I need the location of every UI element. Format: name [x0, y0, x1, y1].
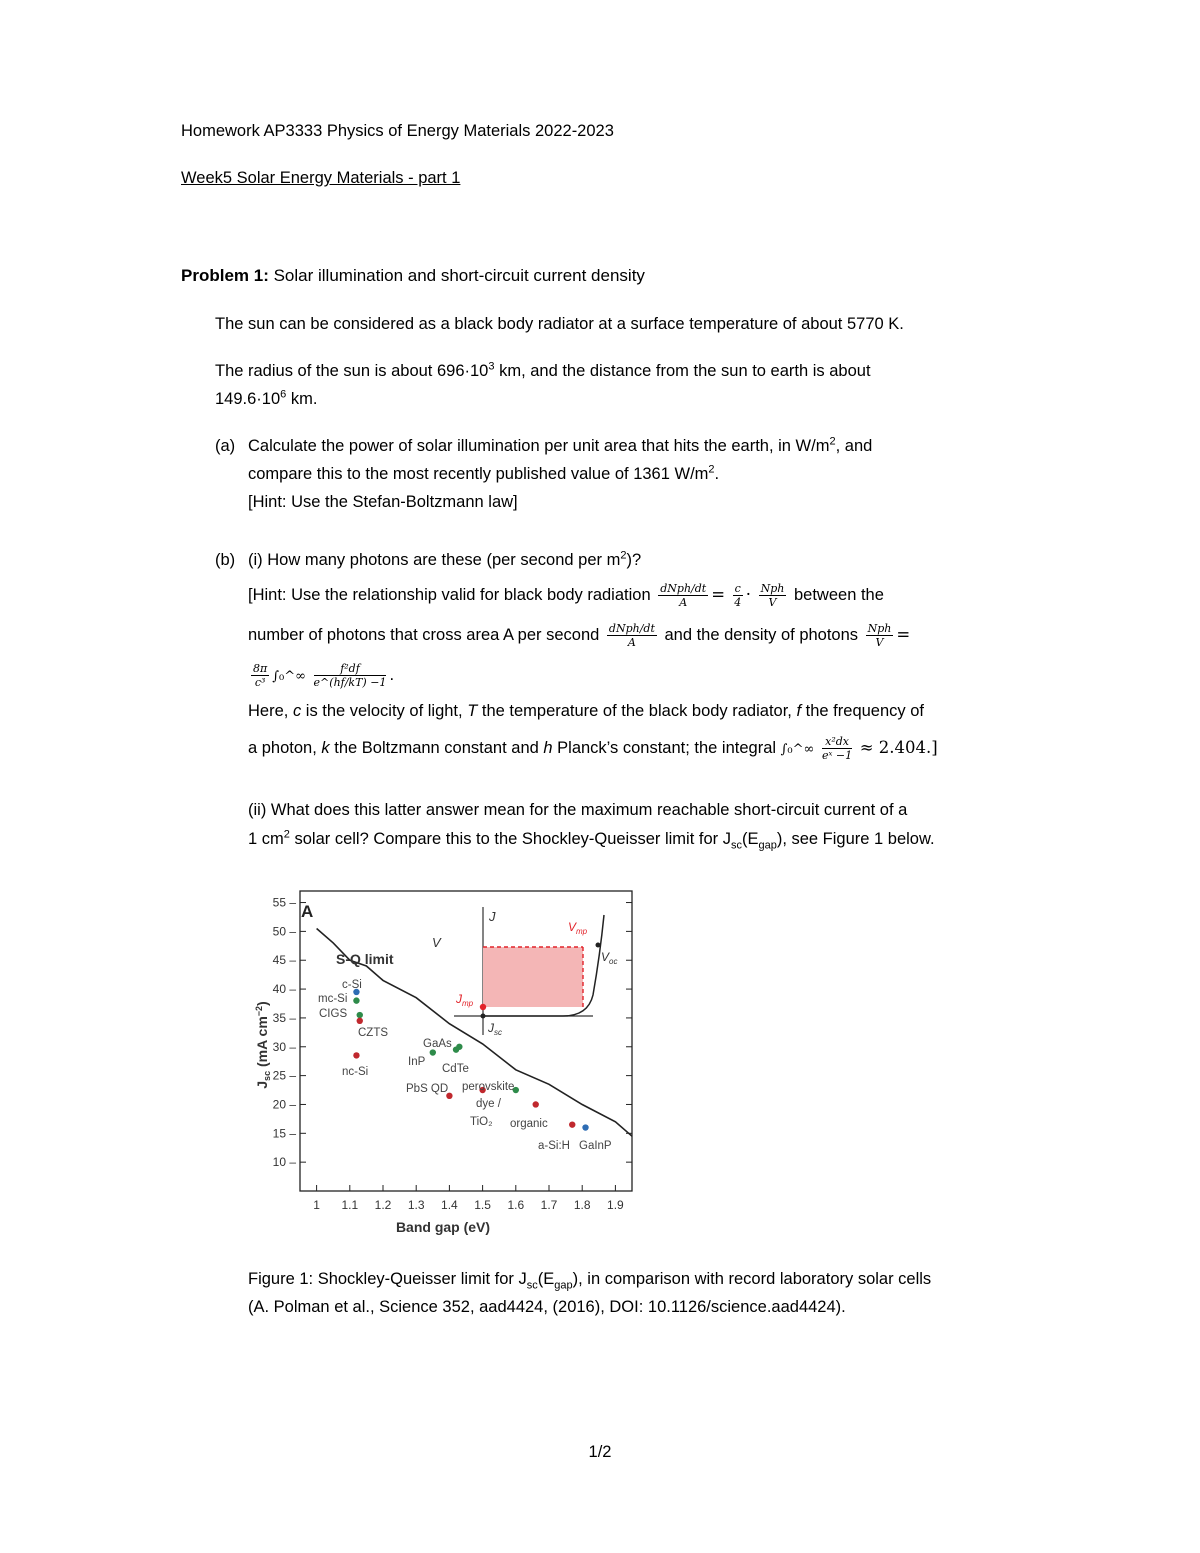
x-ticks [313, 1185, 624, 1212]
bii2f: ), see Figure 1 below. [776, 830, 935, 848]
label-mc-si: mc-Si [318, 993, 348, 1005]
label-pbs-qd: PbS QD [406, 1083, 449, 1095]
jv-inset [432, 907, 617, 1037]
p2c-sup: 6 [280, 388, 287, 401]
bh5c: Planck’s constant; the integral [552, 739, 777, 757]
m-int: ∫₀^∞ [272, 669, 306, 684]
inset-jsc-label [487, 1021, 502, 1037]
problem-title: Solar illumination and short-circuit current density [273, 266, 645, 285]
inset-j-label: J [489, 909, 496, 924]
p2a: The radius of the sun is about 696·10 [215, 362, 489, 380]
bh5-h: h [543, 739, 553, 757]
m2-N: N [867, 622, 878, 636]
y-tick-label: 50 – [272, 924, 296, 939]
problem-heading [181, 266, 645, 286]
point-organic [533, 1101, 539, 1107]
b-label-text: (b) [215, 551, 236, 569]
part-b-hint-2 [248, 620, 910, 650]
y-tick-label: 15 – [272, 1126, 296, 1141]
m-A: A [679, 596, 688, 610]
y-tick-label: 30 – [272, 1039, 296, 1054]
m-dN: dN [660, 582, 677, 596]
m2-A: A [627, 636, 636, 650]
m-V: V [768, 596, 777, 610]
course-header [181, 121, 614, 141]
x-integrand [822, 735, 852, 762]
course-header-text: Homework AP3333 Physics of Energy Materials 2022-2023 [181, 122, 614, 140]
part-a-label [215, 436, 235, 456]
y-tick-label: 25 – [272, 1068, 296, 1083]
inset-voc-v: V [601, 950, 610, 964]
x-tick-label: 1.7 [540, 1198, 558, 1212]
m-ph: ph [770, 582, 785, 596]
part-b-hint-5 [248, 733, 938, 765]
p2b: km, and the distance from the sun to earth is about [494, 362, 871, 380]
bii2-sup: 2 [283, 828, 290, 841]
y-title-sup: −2 [254, 1005, 264, 1017]
bh5a: a photon, [248, 739, 322, 757]
bh4-f: f [796, 702, 802, 720]
bh5b: the Boltzmann constant and [329, 739, 544, 757]
label-czts: CZTS [358, 1027, 389, 1039]
bh1b: between the [794, 586, 884, 604]
figure-caption-1 [248, 1269, 932, 1292]
p2a-sup: 3 [488, 360, 495, 373]
bh4a: Here, [248, 702, 293, 720]
bi-a: (i) How many photons are these (per second per m [248, 551, 621, 569]
inset-jsc-j: J [488, 1021, 494, 1035]
inset-v-label: V [432, 935, 441, 950]
a1a: Calculate the power of solar illumination per unit area that hits the earth, in W/m [248, 437, 830, 455]
label-c-si: c-Si [342, 979, 362, 991]
part-a-line1 [248, 436, 872, 456]
a-hint-text: [Hint: Use the Stefan-Boltzmann law] [248, 493, 518, 511]
inset-power-rect [483, 947, 583, 1007]
x-tick-label: 1.9 [607, 1198, 624, 1212]
m-dot: · [745, 585, 752, 604]
page-number [0, 1442, 1200, 1462]
paragraph-temperature [215, 314, 904, 334]
data-points [353, 989, 588, 1131]
label-cdte: CdTe [442, 1063, 469, 1075]
problem-label: Problem 1: [181, 266, 269, 285]
p2d: km. [286, 390, 318, 408]
point-nc-si [353, 1052, 359, 1058]
label-tio2: TiO₂ [470, 1116, 493, 1128]
inset-vmp-label [568, 920, 588, 936]
y-tick-label: 55 – [272, 895, 296, 910]
m-phdt: ph/dt [676, 582, 707, 596]
p1-text: The sun can be considered as a black body radiator at a surface temperature of about 5770 K. [215, 315, 904, 333]
inset-voc-label [601, 950, 617, 966]
planck-integrand [314, 662, 387, 689]
inset-jmp-j: J [456, 992, 462, 1006]
inset-jmp-dot [480, 1004, 486, 1010]
8pi-over-c3 [251, 662, 269, 689]
point-czts [357, 1018, 363, 1024]
week-title [181, 168, 460, 188]
y-tick-label: 35 – [272, 1010, 296, 1025]
inset-vmp-v: V [568, 920, 577, 934]
bh2a: number of photons that cross area A per second [248, 626, 600, 644]
a2a: compare this to the most recently published value of 1361 W/m [248, 465, 709, 483]
x-tick-label: 1.3 [407, 1198, 425, 1212]
cap1e: ), in comparison with record laboratory solar cells [572, 1270, 932, 1288]
inset-voc-dot [596, 943, 601, 948]
dNdt-over-A [658, 582, 708, 609]
bi-b: )? [626, 551, 642, 569]
a1b: , and [835, 437, 873, 455]
y-title-sub: sc [262, 1070, 272, 1081]
x-tick-label: 1.4 [441, 1198, 458, 1212]
m5-int: ∫₀^∞ [780, 742, 815, 757]
inset-jmp-label [455, 992, 474, 1008]
m2-phdt: ph/dt [625, 622, 655, 636]
part-b-label [215, 550, 235, 570]
part-b-i [248, 550, 641, 570]
m-f2df: f²df [314, 662, 387, 676]
m-x2dx: x²dx [822, 735, 852, 749]
x-axis-title: Band gap (eV) [395, 1219, 491, 1235]
inset-voc-sub: oc [609, 957, 618, 966]
c-over-4 [733, 582, 743, 609]
label-a-si-h: a-Si:H [538, 1140, 570, 1152]
m2-ph: ph [877, 622, 892, 636]
sq-limit-label: S-Q limit [336, 951, 394, 967]
m-eq: = [711, 585, 726, 604]
m-exphf: e^(hf/kT) −1 [313, 676, 387, 690]
point-cigs [357, 1012, 363, 1018]
m-c3: c³ [254, 676, 266, 690]
x-tick-label: 1.2 [374, 1198, 392, 1212]
x-tick-label: 1.5 [474, 1198, 491, 1212]
m2-eq: = [896, 625, 911, 644]
dNdt-over-A-2 [607, 622, 657, 649]
cap1c: (E [537, 1270, 555, 1288]
bh4-T: T [467, 702, 478, 720]
cap1a: Figure 1: Shockley-Queisser limit for J [248, 1270, 527, 1288]
part-b-hint-3 [248, 660, 394, 692]
bh4b: is the velocity of light, [301, 702, 468, 720]
cap1b: sc [526, 1279, 538, 1292]
y-tick-label: 10 – [272, 1155, 296, 1170]
bh4-c: c [292, 702, 302, 720]
bii2c: sc [730, 839, 742, 852]
y-tick-label: 45 – [272, 953, 296, 968]
figure-caption-2 [248, 1297, 846, 1317]
N-over-V-2 [866, 622, 894, 649]
label-cigs: CIGS [319, 1008, 348, 1020]
y-tick-label: 40 – [272, 982, 296, 997]
figure-sq-limit [248, 885, 648, 1245]
part-b-ii-2 [248, 828, 935, 852]
inset-jsc-sub: sc [494, 1028, 502, 1037]
paragraph-radius-1 [215, 361, 871, 381]
cap2: (A. Polman et al., Science 352, aad4424, (2016), DOI: 10.1126/science.aad4424). [248, 1298, 846, 1316]
part-b-hint-1 [248, 580, 884, 610]
part-b-ii-1 [248, 800, 907, 820]
y-tick-label: 20 – [272, 1097, 296, 1112]
point-inp [430, 1049, 436, 1055]
m2-V: V [875, 636, 884, 650]
bii2d: (E [741, 830, 759, 848]
a2-sup: 2 [708, 463, 715, 476]
x-tick-label: 1.8 [573, 1198, 591, 1212]
paragraph-radius-2 [215, 389, 317, 409]
y-axis-title [254, 1001, 272, 1088]
bh5d: ≈ 2.404.] [859, 738, 938, 757]
bh1a: [Hint: Use the relationship valid for black body radiation [248, 586, 651, 604]
point-gainp [582, 1124, 588, 1130]
part-b-hint-4 [248, 701, 924, 721]
label-nc-si: nc-Si [342, 1066, 369, 1078]
N-over-V [759, 582, 787, 609]
m-trail: . [389, 666, 395, 684]
y-title-end: ) [254, 1001, 270, 1006]
panel-label: A [301, 902, 314, 921]
m-expx: eˣ −1 [821, 749, 853, 763]
point-cdte [456, 1044, 462, 1050]
m-N: N [760, 582, 771, 596]
bh2b: and the density of photons [664, 626, 859, 644]
label-dye: dye / [476, 1098, 501, 1110]
inset-vmp-sub: mp [576, 927, 588, 936]
m-c: c [734, 582, 741, 596]
a1-sup: 2 [829, 435, 836, 448]
x-tick-label: 1.6 [507, 1198, 525, 1212]
y-title-unit: (mA cm [254, 1016, 270, 1071]
bh4c: the temperature of the black body radiator, [477, 702, 797, 720]
bii2e: gap [758, 839, 777, 852]
part-a-hint [248, 492, 518, 512]
bi-sup: 2 [620, 549, 627, 562]
m-4: 4 [734, 596, 742, 610]
point-a-si-h [569, 1121, 575, 1127]
bii2a: 1 cm [248, 830, 284, 848]
label-gainp: GaInP [579, 1140, 612, 1152]
bii1: (ii) What does this latter answer mean for the maximum reachable short-circuit current of a [248, 801, 908, 819]
label-inp: InP [408, 1056, 426, 1068]
x-tick-label: 1 [313, 1198, 320, 1212]
week-title-text: Week5 Solar Energy Materials - part 1 [181, 169, 461, 187]
page-number-text: 1/2 [588, 1443, 612, 1461]
p2c: 149.6·10 [215, 390, 281, 408]
m2-dN: dN [608, 622, 626, 636]
inset-jsc-dot [481, 1014, 486, 1019]
m-8pi: 8π [253, 662, 268, 676]
point-mc-si [353, 997, 359, 1003]
bh4d: the frequency of [801, 702, 924, 720]
bii2b: solar cell? Compare this to the Shockley-Queisser limit for J [289, 830, 731, 848]
a2b: . [714, 465, 720, 483]
label-perovskite: perovskite [462, 1081, 515, 1093]
bh5-k: k [321, 739, 330, 757]
cap1d: gap [554, 1279, 573, 1292]
a-label-text: (a) [215, 437, 236, 455]
y-title-j: J [254, 1080, 270, 1089]
x-tick-label: 1.1 [341, 1198, 359, 1212]
inset-jmp-sub: mp [462, 999, 474, 1008]
label-organic: organic [510, 1118, 548, 1130]
part-a-line2 [248, 464, 719, 484]
label-gaas: GaAs [423, 1038, 452, 1050]
